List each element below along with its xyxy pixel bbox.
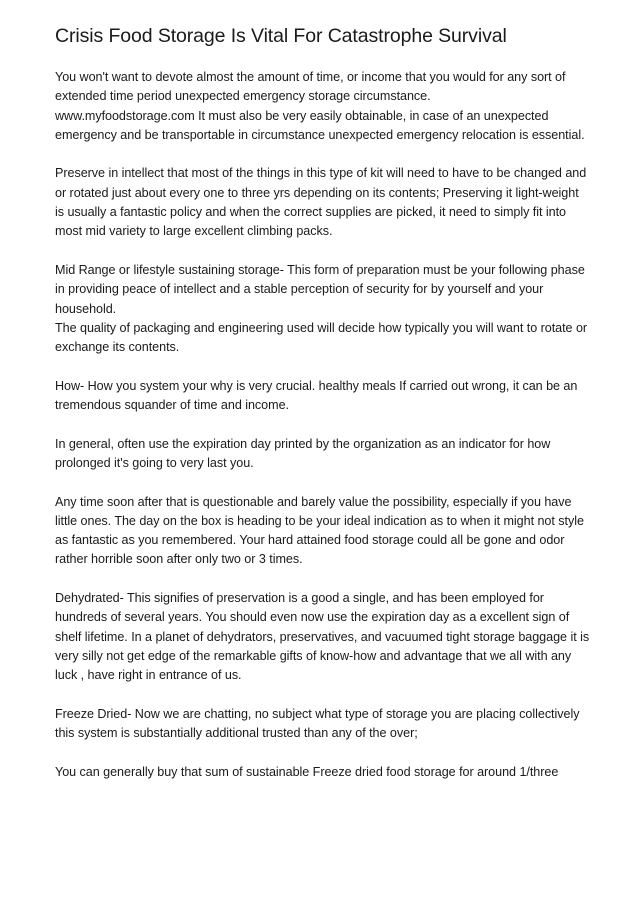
paragraph-4 [55,377,590,416]
paragraph-text: You can generally buy that sum of sustainable Freeze dried food storage for around 1/three [55,764,559,779]
paragraph-7 [55,589,590,685]
paragraph-text: Freeze Dried- Now we are chatting, no subject what type of storage you are placing collectively this system is substantially additional trusted than any of the over; [55,706,580,741]
paragraph-9 [55,763,590,782]
paragraph-2 [55,164,590,241]
paragraph-text: Preserve in intellect that most of the things in this type of kit will need to have to be changed and or rotated just about every one to three yrs depending on its contents; Preserving it light-weight is usually a fantastic policy and when the correct supplies are picked, it need to simply fit into most mid variety to large excellent climbing packs. [55,166,587,239]
paragraph-5 [55,435,590,474]
paragraph-3 [55,261,590,357]
paragraph-text: The quality of packaging and engineering used will decide how typically you will want to rotate or exchange its contents. [55,320,588,355]
paragraph-text: Dehydrated- This signifies of preservation is a good a single, and has been employed for hundreds of several years. You should even now use the expiration day as a excellent sign of shelf lifetime. In a planet of dehydrators, preservatives, and vacuumed tight storage baggage it is very silly not get edge of the remarkable gifts of know-how and advantage that we all with any luck , have right in entrance of us. [55,591,590,683]
paragraph-text: You won't want to devote almost the amount of time, or income that you would for any sort of extended time period unexpected emergency storage circumstance. [55,70,566,104]
paragraph-text: www.myfoodstorage.com It must also be very easily obtainable, in case of an unexpected emergency and be transportable in circumstance unexpected emergency relocation is essential. [55,108,585,142]
paragraph-text: How- How you system your why is very crucial. healthy meals If carried out wrong, it can be an tremendous squander of time and income. [55,378,578,413]
paragraph-text: Any time soon after that is questionable and barely value the possibility, especially if you have little ones. The day on the box is heading to be your ideal indication as to when it might not style as fantastic as you remembered. Your hard attained food storage could all be gone and odor rather horrible soon after only two or 3 times. [55,494,584,567]
paragraph-text: Mid Range or lifestyle sustaining storage- This form of preparation must be your following phase in providing peace of intellect and a stable perception of security for by yourself and your household. [55,262,585,316]
paragraph-6 [55,493,590,570]
paragraph-text: In general, often use the expiration day printed by the organization as an indicator for how prolonged it's going to very last you. [55,436,551,470]
document-title: Crisis Food Storage Is Vital For Catastrophe Survival [55,25,507,47]
paragraph-8 [55,705,590,744]
paragraph-1 [55,68,590,145]
